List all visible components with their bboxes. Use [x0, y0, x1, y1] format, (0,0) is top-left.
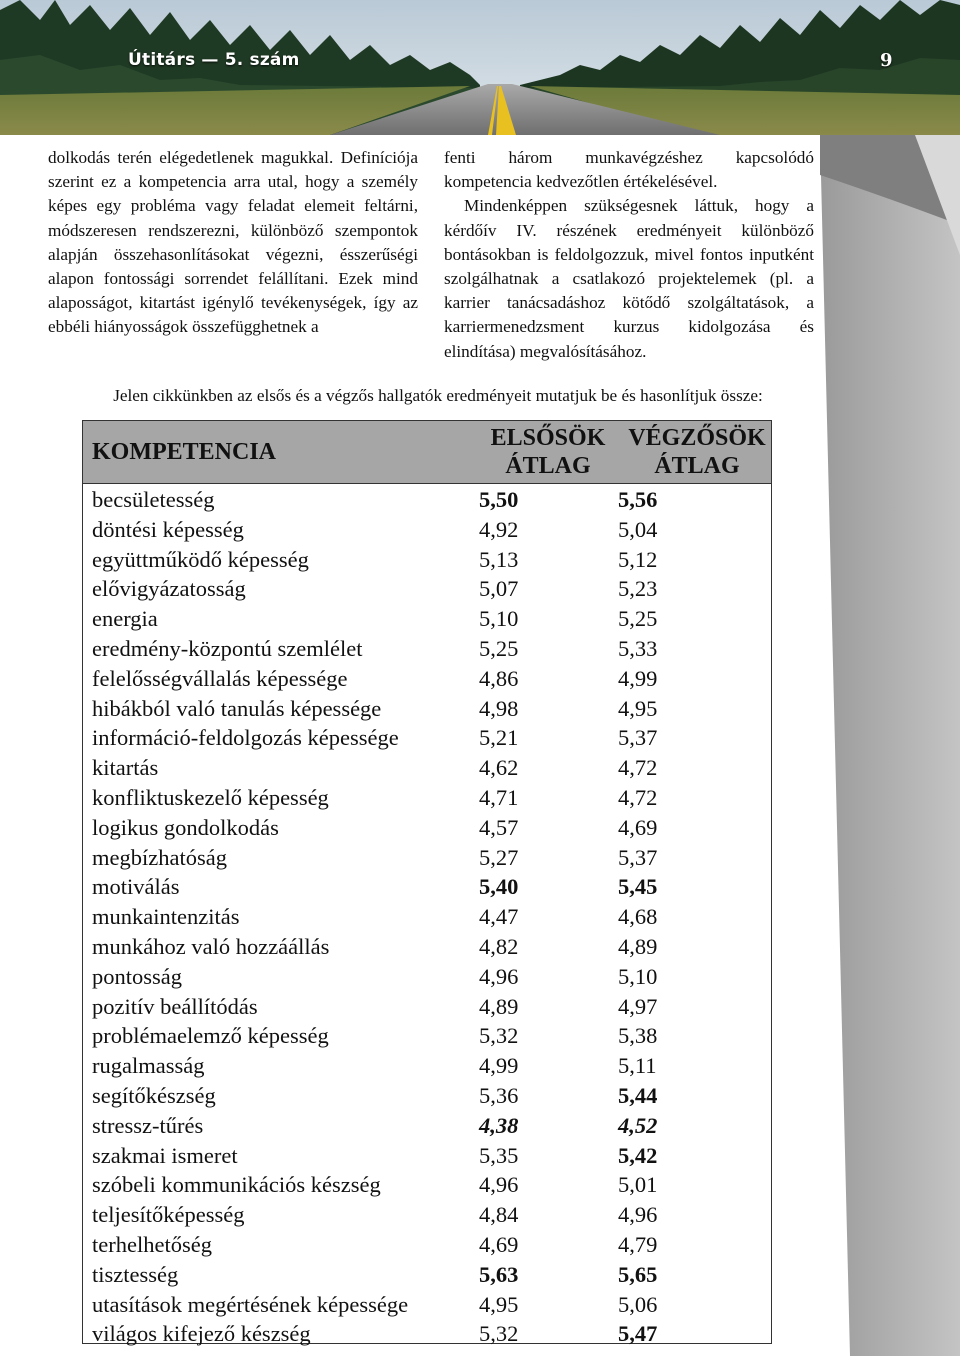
first-year-average: 5,50 [479, 487, 519, 512]
final-year-average: 5,56 [618, 487, 658, 512]
competence-name: stressz-tűrés [92, 1112, 204, 1138]
first-year-average: 4,95 [479, 1291, 519, 1317]
competence-name: pozitív beállítódás [92, 993, 258, 1019]
competence-name: szóbeli kommunikációs készség [92, 1172, 381, 1198]
table-row [83, 932, 771, 962]
header-photo [0, 0, 960, 135]
body-column-right [444, 146, 814, 364]
final-year-average: 4,68 [618, 904, 658, 930]
competence-name: logikus gondolkodás [92, 814, 279, 840]
page-number: 9 [880, 50, 893, 71]
competence-name: felelősségvállalás képessége [92, 665, 348, 691]
first-year-average: 5,32 [479, 1023, 519, 1049]
final-year-average: 5,12 [618, 546, 658, 572]
first-year-average: 4,62 [479, 755, 519, 781]
competence-name: segítőkészség [92, 1082, 216, 1108]
paragraph: fenti három munkavégzéshez kapcsolódó kompetencia kedvezőtlen értékelésével. [444, 148, 814, 192]
competence-name: döntési képesség [92, 516, 244, 542]
table-row [83, 1141, 771, 1171]
first-year-average: 4,99 [479, 1053, 519, 1079]
competence-name: világos kifejező készség [92, 1321, 311, 1347]
first-year-average: 5,21 [479, 725, 519, 751]
first-year-average: 5,40 [479, 874, 519, 900]
competence-name: problémaelemző képesség [92, 1023, 329, 1049]
first-year-average: 4,38 [479, 1112, 519, 1138]
first-year-average: 4,69 [479, 1231, 519, 1257]
publication-title: Útitárs — 5. szám [128, 50, 300, 70]
final-year-average: 4,97 [618, 993, 658, 1019]
table-row [83, 813, 771, 843]
first-year-average: 4,71 [479, 784, 519, 810]
table-row [83, 485, 771, 515]
final-year-average: 4,69 [618, 814, 658, 840]
table-row [83, 1200, 771, 1230]
competence-name: rugalmasság [92, 1053, 205, 1079]
first-year-average: 5,63 [479, 1261, 519, 1287]
competence-name: munkához való hozzáállás [92, 933, 330, 959]
final-year-average: 4,79 [618, 1231, 658, 1257]
competence-name: információ-feldolgozás képessége [92, 725, 399, 751]
final-year-average: 5,38 [618, 1023, 658, 1049]
final-year-average: 5,44 [618, 1082, 658, 1108]
first-year-average: 4,84 [479, 1202, 519, 1228]
competence-name: eredmény-központú szemlélet [92, 635, 363, 661]
first-year-average: 4,98 [479, 695, 519, 721]
final-year-average: 4,72 [618, 755, 658, 781]
road-side-decoration [820, 135, 960, 1356]
first-year-average: 4,82 [479, 933, 519, 959]
final-year-average: 4,72 [618, 784, 658, 810]
final-year-average: 5,01 [618, 1172, 658, 1198]
competence-name: kitartás [92, 755, 159, 781]
table-row [83, 1111, 771, 1141]
table-row [83, 604, 771, 634]
final-year-average: 4,95 [618, 695, 658, 721]
first-year-average: 5,10 [479, 606, 519, 632]
final-year-average: 5,25 [618, 606, 658, 632]
first-year-average: 5,13 [479, 546, 519, 572]
final-year-average: 5,37 [618, 725, 658, 751]
final-year-average: 5,06 [618, 1291, 658, 1317]
table-header [83, 421, 771, 484]
table-row [83, 634, 771, 664]
table-body [83, 485, 771, 1349]
table-row [83, 962, 771, 992]
table-row [83, 545, 771, 575]
table-row [83, 1051, 771, 1081]
final-year-average: 4,52 [618, 1112, 658, 1138]
table-row [83, 694, 771, 724]
first-year-average: 4,89 [479, 993, 519, 1019]
competence-name: teljesítőképesség [92, 1202, 245, 1228]
competence-name: konfliktuskezelő képesség [92, 784, 329, 810]
first-year-average: 5,07 [479, 576, 519, 602]
table-row [83, 664, 771, 694]
competence-name: munkaintenzitás [92, 904, 240, 930]
table-row [83, 872, 771, 902]
table-row [83, 1081, 771, 1111]
table-row [83, 902, 771, 932]
table-row [83, 1260, 771, 1290]
table-intro-text: Jelen cikkünkben az elsős és a végzős hallgatók eredményeit mutatjuk be és hasonlítjuk össze: [113, 386, 763, 405]
competence-name: tisztesség [92, 1261, 179, 1287]
table-row [83, 1319, 771, 1349]
final-year-average: 5,37 [618, 844, 658, 870]
table-row [83, 515, 771, 545]
final-year-average: 4,96 [618, 1202, 658, 1228]
final-year-average: 5,45 [618, 874, 658, 900]
column-header-first-year: ELSŐSÖK ÁTLAG [490, 425, 606, 479]
table-row [83, 574, 771, 604]
final-year-average: 5,23 [618, 576, 658, 602]
body-column-left [48, 146, 418, 340]
competence-name: szakmai ismeret [92, 1142, 238, 1168]
first-year-average: 4,57 [479, 814, 519, 840]
first-year-average: 4,96 [479, 1172, 519, 1198]
table-row [83, 753, 771, 783]
first-year-average: 5,36 [479, 1082, 519, 1108]
table-row [83, 723, 771, 753]
competence-name: energia [92, 606, 158, 632]
competence-name: megbízhatóság [92, 844, 227, 870]
competence-name: motiválás [92, 874, 180, 900]
table-row [83, 1021, 771, 1051]
first-year-average: 5,35 [479, 1142, 519, 1168]
competence-name: elővigyázatosság [92, 576, 246, 602]
final-year-average: 5,47 [618, 1321, 658, 1347]
table-row [83, 783, 771, 813]
final-year-average: 5,65 [618, 1261, 658, 1287]
table-row [83, 1290, 771, 1320]
competence-name: pontosság [92, 963, 182, 989]
competence-table [82, 420, 772, 1347]
first-year-average: 4,86 [479, 665, 519, 691]
first-year-average: 4,47 [479, 904, 519, 930]
final-year-average: 5,10 [618, 963, 658, 989]
first-year-average: 5,27 [479, 844, 519, 870]
column-header-competence: KOMPETENCIA [92, 439, 277, 465]
first-year-average: 5,32 [479, 1321, 519, 1347]
final-year-average: 5,42 [618, 1142, 658, 1168]
first-year-average: 4,96 [479, 963, 519, 989]
first-year-average: 5,25 [479, 635, 519, 661]
first-year-average: 4,92 [479, 516, 519, 542]
final-year-average: 5,04 [618, 516, 658, 542]
competence-name: becsületesség [92, 487, 215, 512]
final-year-average: 4,99 [618, 665, 658, 691]
final-year-average: 4,89 [618, 933, 658, 959]
final-year-average: 5,33 [618, 635, 658, 661]
column-header-final-year: VÉGZŐSÖK ÁTLAG [628, 425, 766, 479]
table-row [83, 843, 771, 873]
competence-name: hibákból való tanulás képessége [92, 695, 382, 721]
competence-name: terhelhetőség [92, 1231, 212, 1257]
table-row [83, 992, 771, 1022]
competence-name: együttműködő képesség [92, 546, 309, 572]
paragraph: Mindenképpen szükségesnek láttuk, hogy a kérdőív IV. részének eredményeit különböző bontásokban is feldolgozzuk, mivel fontos inputként szolgálhatnak a csatlakozó projektelemek (pl. a karrier tanácsadáshoz kötődő szolgáltatások, a karriermenedzsment kurzus kidolgozása és elindítása) megvalósításához. [444, 196, 814, 361]
paragraph: dolkodás terén elégedetlenek magukkal. Definíciója szerint ez a kompetencia arra utal, hogy a személy képes egy probléma vagy feladat elemeit feltárni, módszeresen rendszerezni, különböző szempontok alapján összehasonlításokat végezni, ésszerűségi alapon fontossági sorrendet felállítani. Ezek mind alaposságot, kitartást igénylő tevékenységek, így az ebbéli hiányosságok összefügghetnek a [48, 148, 418, 337]
competence-name: utasítások megértésének képessége [92, 1291, 409, 1317]
table-row [83, 1230, 771, 1260]
final-year-average: 5,11 [618, 1053, 657, 1079]
table-row [83, 1170, 771, 1200]
